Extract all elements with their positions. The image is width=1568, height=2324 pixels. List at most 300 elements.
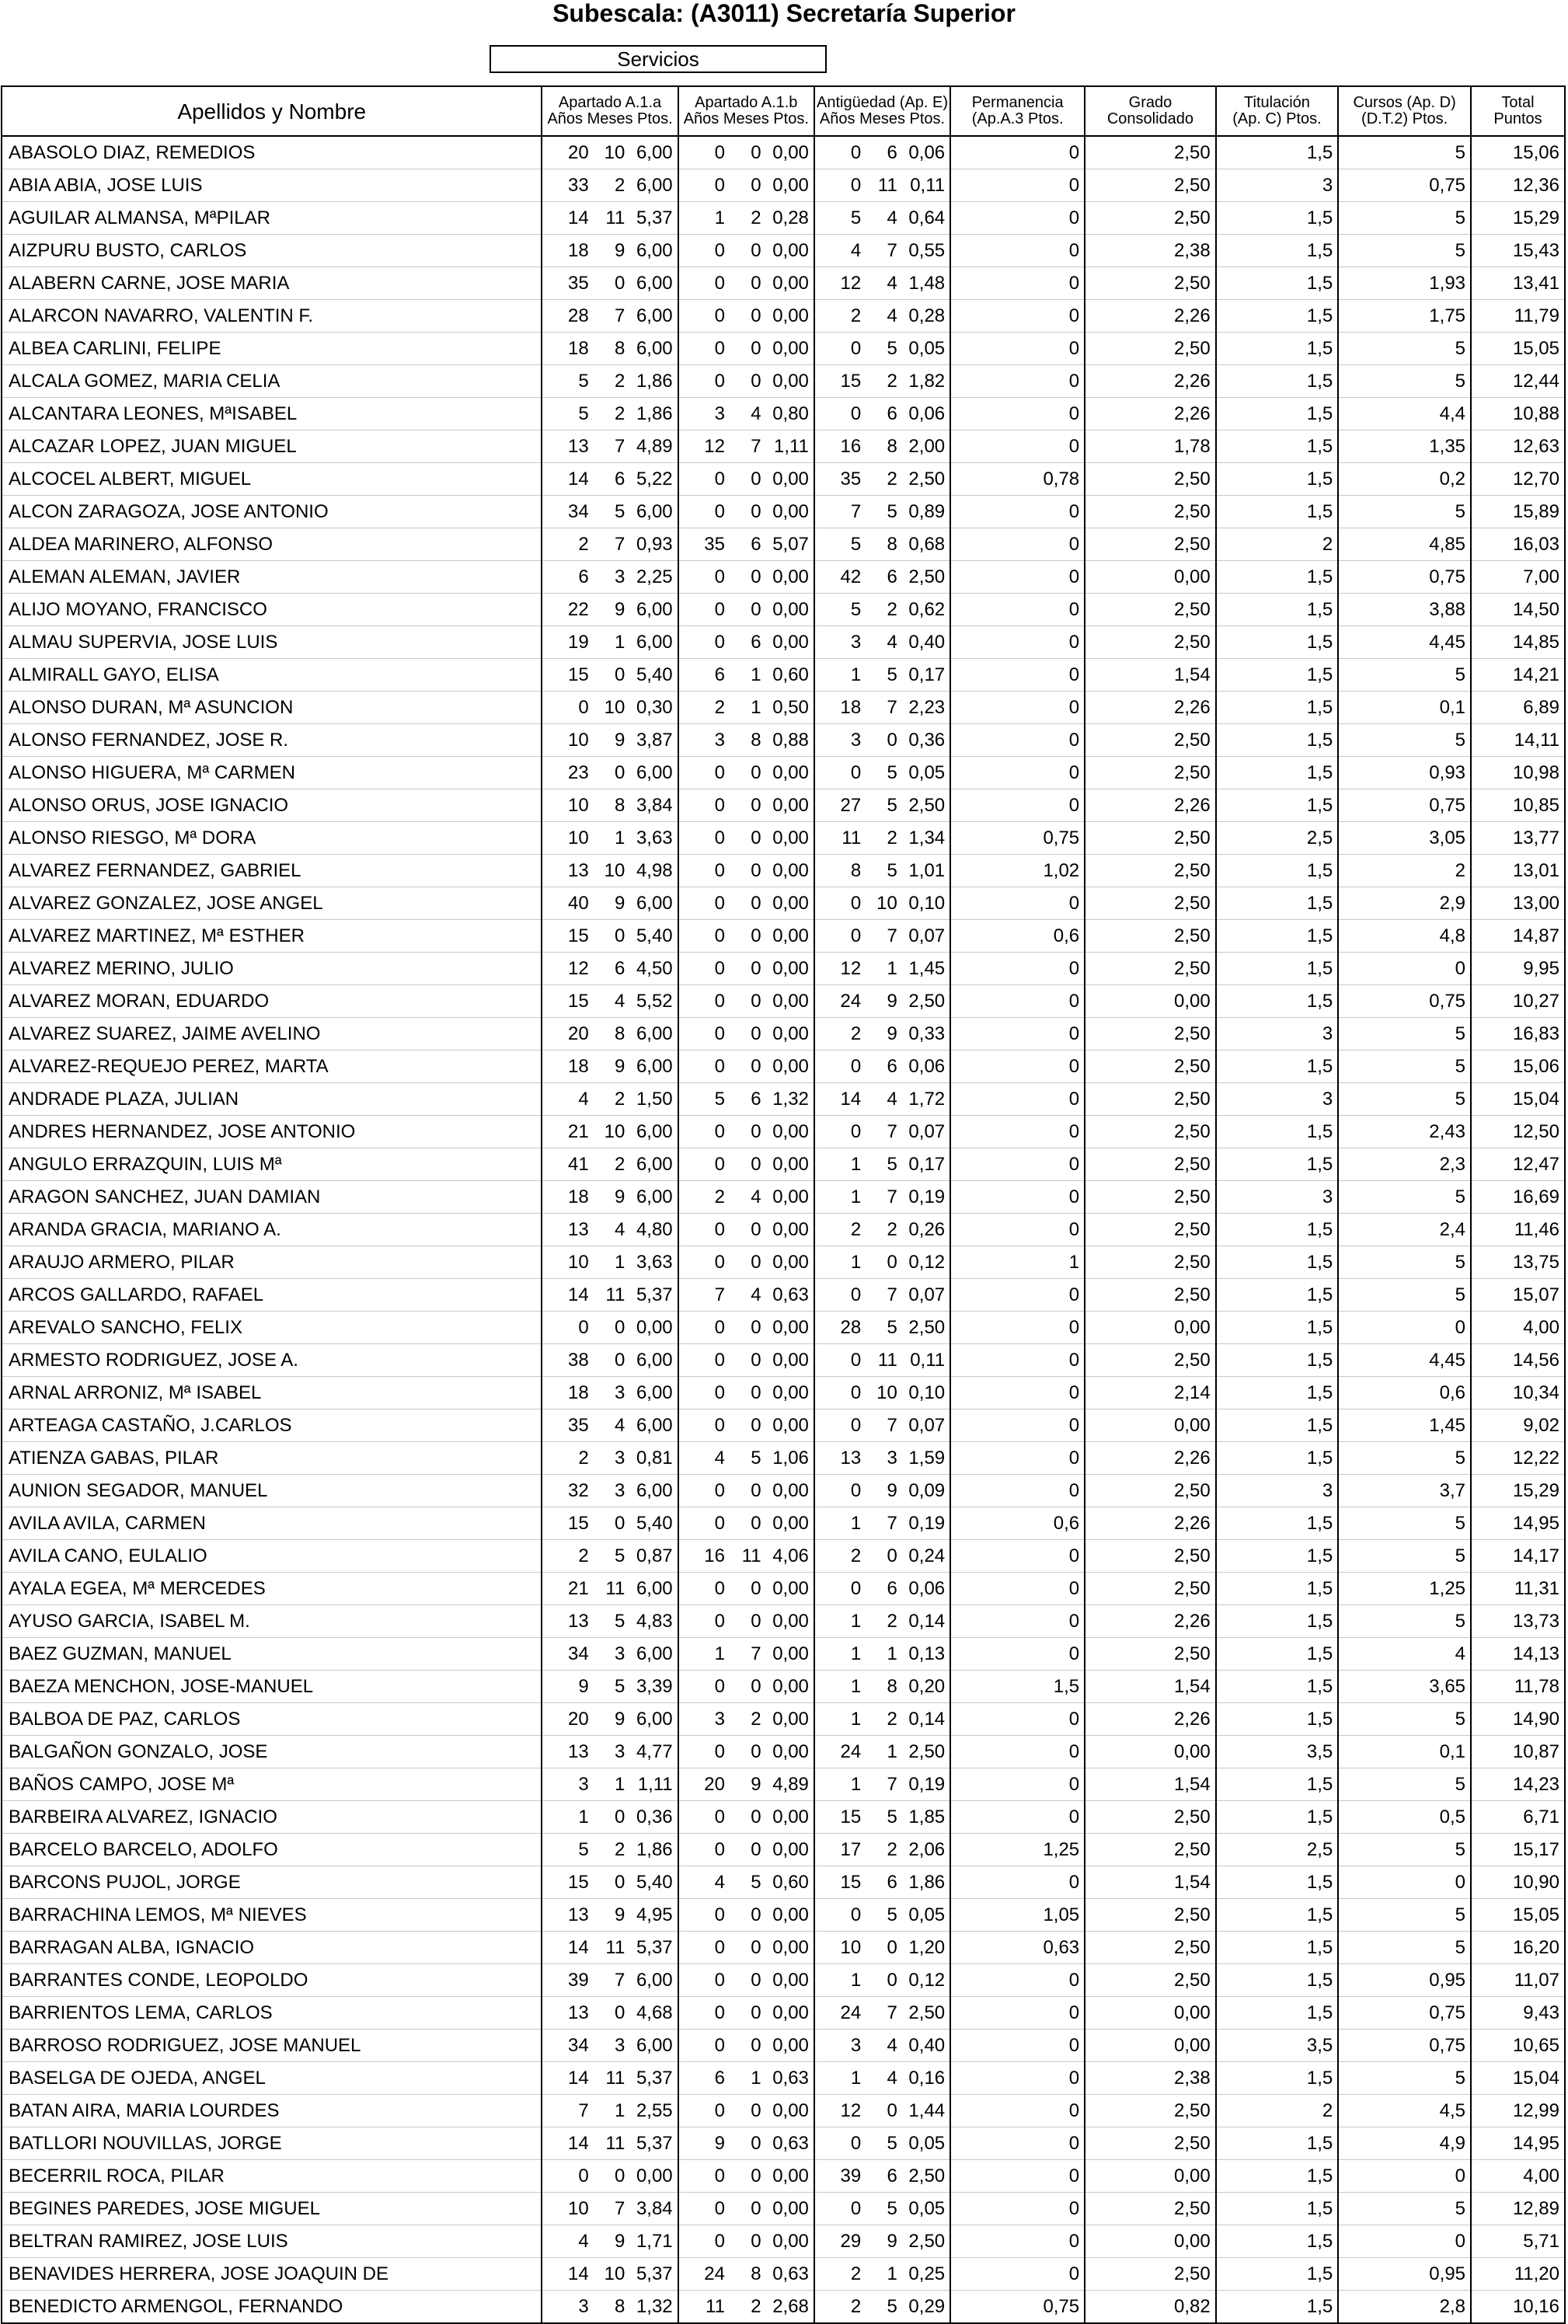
a1a-months-cell: 9	[592, 235, 629, 267]
a1b-points-cell: 0,00	[765, 1932, 814, 1964]
a1a-points-cell: 1,86	[628, 1834, 678, 1866]
a1a-months-cell: 3	[592, 1442, 629, 1475]
grado-cell: 2,50	[1085, 1573, 1216, 1605]
antig-points-cell: 1,48	[901, 267, 950, 300]
total-cell: 10,90	[1471, 1866, 1565, 1899]
antig-years-cell: 24	[814, 985, 864, 1018]
antig-months-cell: 1	[864, 953, 901, 985]
antig-years-cell: 29	[814, 2225, 864, 2258]
a1b-points-cell: 0,00	[765, 1834, 814, 1866]
a1b-points-cell: 0,00	[765, 1377, 814, 1409]
a1a-years-cell: 21	[542, 1116, 591, 1148]
table-row	[2, 855, 1565, 887]
cursos-cell: 4,9	[1338, 2127, 1471, 2160]
titulacion-cell: 1,5	[1216, 1801, 1338, 1834]
antig-months-cell: 7	[864, 1181, 901, 1214]
a1a-months-cell: 5	[592, 496, 629, 528]
titulacion-cell: 1,5	[1216, 1932, 1338, 1964]
antig-years-cell: 1	[814, 1148, 864, 1181]
a1b-years-cell: 0	[678, 887, 728, 920]
cursos-cell: 5	[1338, 1899, 1471, 1932]
a1a-years-cell: 10	[542, 789, 591, 822]
table-row	[2, 2291, 1565, 2324]
permanencia-cell: 0	[950, 1638, 1085, 1671]
titulacion-cell: 1,5	[1216, 757, 1338, 789]
a1b-months-cell: 9	[728, 1768, 765, 1801]
antig-months-cell: 0	[864, 724, 901, 757]
grado-cell: 2,50	[1085, 887, 1216, 920]
cursos-cell: 4,5	[1338, 2095, 1471, 2127]
header-permanencia: Permanencia (Ap.A.3 Ptos.	[950, 86, 1085, 136]
a1b-months-cell: 0	[728, 300, 765, 333]
antig-years-cell: 17	[814, 1834, 864, 1866]
table-row	[2, 1344, 1565, 1377]
cursos-cell: 5	[1338, 202, 1471, 235]
a1a-months-cell: 9	[592, 887, 629, 920]
antig-years-cell: 2	[814, 2291, 864, 2324]
table-row	[2, 920, 1565, 953]
antig-months-cell: 7	[864, 920, 901, 953]
total-cell: 14,11	[1471, 724, 1565, 757]
cursos-cell: 0	[1338, 2225, 1471, 2258]
a1b-points-cell: 0,00	[765, 365, 814, 398]
a1a-months-cell: 0	[592, 1997, 629, 2030]
a1a-months-cell: 0	[592, 757, 629, 789]
a1a-points-cell: 0,30	[628, 692, 678, 724]
antig-years-cell: 1	[814, 1246, 864, 1279]
antig-years-cell: 0	[814, 1377, 864, 1409]
antig-points-cell: 0,64	[901, 202, 950, 235]
permanencia-cell: 0,75	[950, 2291, 1085, 2324]
a1a-months-cell: 8	[592, 789, 629, 822]
table-row	[2, 235, 1565, 267]
antig-months-cell: 9	[864, 1475, 901, 1507]
total-cell: 15,04	[1471, 2062, 1565, 2095]
titulacion-cell: 1,5	[1216, 2225, 1338, 2258]
a1b-months-cell: 0	[728, 1377, 765, 1409]
antig-years-cell: 0	[814, 2193, 864, 2225]
name-cell: BELTRAN RAMIREZ, JOSE LUIS	[2, 2225, 542, 2258]
a1a-points-cell: 6,00	[628, 1377, 678, 1409]
table-row	[2, 2225, 1565, 2258]
a1b-years-cell: 0	[678, 1834, 728, 1866]
a1b-years-cell: 0	[678, 1671, 728, 1703]
antig-points-cell: 1,44	[901, 2095, 950, 2127]
header-name: Apellidos y Nombre	[2, 86, 542, 136]
antig-years-cell: 1	[814, 1507, 864, 1540]
permanencia-cell: 0	[950, 1866, 1085, 1899]
permanencia-cell: 1	[950, 1246, 1085, 1279]
total-cell: 14,87	[1471, 920, 1565, 953]
a1a-years-cell: 20	[542, 1018, 591, 1051]
table-row	[2, 1377, 1565, 1409]
grado-cell: 0,00	[1085, 561, 1216, 594]
a1a-months-cell: 10	[592, 692, 629, 724]
a1b-years-cell: 0	[678, 1475, 728, 1507]
antig-years-cell: 0	[814, 1409, 864, 1442]
a1a-years-cell: 14	[542, 202, 591, 235]
total-cell: 11,07	[1471, 1964, 1565, 1997]
a1b-years-cell: 0	[678, 1736, 728, 1768]
a1a-months-cell: 11	[592, 2062, 629, 2095]
name-cell: BATAN AIRA, MARIA LOURDES	[2, 2095, 542, 2127]
a1a-years-cell: 10	[542, 724, 591, 757]
total-cell: 11,79	[1471, 300, 1565, 333]
a1a-points-cell: 1,50	[628, 1083, 678, 1116]
name-cell: ANDRADE PLAZA, JULIAN	[2, 1083, 542, 1116]
grado-cell: 1,54	[1085, 1671, 1216, 1703]
antig-years-cell: 2	[814, 2258, 864, 2291]
cursos-cell: 0,75	[1338, 789, 1471, 822]
a1b-years-cell: 6	[678, 659, 728, 692]
a1b-years-cell: 0	[678, 920, 728, 953]
cursos-cell: 2,8	[1338, 2291, 1471, 2324]
antig-months-cell: 6	[864, 1573, 901, 1605]
a1a-years-cell: 34	[542, 496, 591, 528]
a1a-points-cell: 6,00	[628, 300, 678, 333]
a1a-years-cell: 14	[542, 2127, 591, 2160]
antig-months-cell: 5	[864, 2291, 901, 2324]
a1a-years-cell: 5	[542, 1834, 591, 1866]
antig-points-cell: 0,05	[901, 333, 950, 365]
cursos-cell: 0,2	[1338, 463, 1471, 496]
a1b-years-cell: 0	[678, 300, 728, 333]
total-cell: 12,36	[1471, 169, 1565, 202]
a1a-points-cell: 6,00	[628, 1148, 678, 1181]
total-cell: 4,00	[1471, 1312, 1565, 1344]
a1a-months-cell: 8	[592, 1018, 629, 1051]
a1a-points-cell: 3,39	[628, 1671, 678, 1703]
antig-months-cell: 2	[864, 1214, 901, 1246]
a1a-years-cell: 12	[542, 953, 591, 985]
table-row	[2, 1116, 1565, 1148]
antig-points-cell: 0,11	[901, 169, 950, 202]
a1b-years-cell: 6	[678, 2062, 728, 2095]
a1a-months-cell: 3	[592, 1377, 629, 1409]
cursos-cell: 5	[1338, 333, 1471, 365]
total-cell: 13,75	[1471, 1246, 1565, 1279]
a1b-months-cell: 0	[728, 1736, 765, 1768]
table-row	[2, 300, 1565, 333]
antig-points-cell: 2,50	[901, 561, 950, 594]
total-cell: 10,98	[1471, 757, 1565, 789]
permanencia-cell: 0	[950, 1442, 1085, 1475]
grado-cell: 2,50	[1085, 1899, 1216, 1932]
titulacion-cell: 1,5	[1216, 235, 1338, 267]
antig-months-cell: 1	[864, 2258, 901, 2291]
grado-cell: 2,50	[1085, 1964, 1216, 1997]
permanencia-cell: 0	[950, 1540, 1085, 1573]
cursos-cell: 4,45	[1338, 1344, 1471, 1377]
a1b-months-cell: 0	[728, 333, 765, 365]
titulacion-cell: 1,5	[1216, 2258, 1338, 2291]
grado-cell: 2,50	[1085, 463, 1216, 496]
total-cell: 6,89	[1471, 692, 1565, 724]
table-row	[2, 1573, 1565, 1605]
a1b-points-cell: 0,00	[765, 1573, 814, 1605]
a1b-years-cell: 0	[678, 267, 728, 300]
name-cell: BALBOA DE PAZ, CARLOS	[2, 1703, 542, 1736]
antig-years-cell: 0	[814, 398, 864, 430]
antig-months-cell: 9	[864, 2225, 901, 2258]
antig-months-cell: 7	[864, 1279, 901, 1312]
cursos-cell: 4,45	[1338, 626, 1471, 659]
a1b-months-cell: 11	[728, 1540, 765, 1573]
a1a-points-cell: 5,40	[628, 1507, 678, 1540]
cursos-cell: 5	[1338, 496, 1471, 528]
a1a-years-cell: 39	[542, 1964, 591, 1997]
a1b-months-cell: 4	[728, 1181, 765, 1214]
table-row	[2, 333, 1565, 365]
total-cell: 14,21	[1471, 659, 1565, 692]
cursos-cell: 5	[1338, 1279, 1471, 1312]
a1a-months-cell: 0	[592, 1312, 629, 1344]
cursos-cell: 2	[1338, 855, 1471, 887]
cursos-cell: 4,4	[1338, 398, 1471, 430]
a1a-months-cell: 7	[592, 528, 629, 561]
header-antiguedad: Antigüedad (Ap. E) Años Meses Ptos.	[814, 86, 950, 136]
titulacion-cell: 1,5	[1216, 887, 1338, 920]
a1b-months-cell: 0	[728, 1018, 765, 1051]
table-row	[2, 724, 1565, 757]
grado-cell: 2,50	[1085, 1246, 1216, 1279]
antig-points-cell: 0,07	[901, 1409, 950, 1442]
a1a-points-cell: 4,89	[628, 430, 678, 463]
grado-cell: 2,26	[1085, 1442, 1216, 1475]
name-cell: BARCONS PUJOL, JORGE	[2, 1866, 542, 1899]
a1a-months-cell: 11	[592, 202, 629, 235]
total-cell: 13,73	[1471, 1605, 1565, 1638]
a1b-years-cell: 0	[678, 1377, 728, 1409]
a1a-points-cell: 3,63	[628, 1246, 678, 1279]
a1a-points-cell: 6,00	[628, 1181, 678, 1214]
a1b-months-cell: 0	[728, 1932, 765, 1964]
a1b-months-cell: 0	[728, 887, 765, 920]
antig-points-cell: 0,16	[901, 2062, 950, 2095]
a1a-years-cell: 18	[542, 1181, 591, 1214]
titulacion-cell: 1,5	[1216, 1507, 1338, 1540]
antig-months-cell: 5	[864, 659, 901, 692]
a1b-months-cell: 0	[728, 1116, 765, 1148]
a1b-points-cell: 0,00	[765, 920, 814, 953]
name-cell: ALMAU SUPERVIA, JOSE LUIS	[2, 626, 542, 659]
a1a-points-cell: 6,00	[628, 887, 678, 920]
a1a-points-cell: 2,55	[628, 2095, 678, 2127]
antig-months-cell: 2	[864, 365, 901, 398]
antig-months-cell: 11	[864, 169, 901, 202]
antig-years-cell: 39	[814, 2160, 864, 2193]
a1a-months-cell: 11	[592, 1932, 629, 1964]
a1b-months-cell: 0	[728, 2160, 765, 2193]
permanencia-cell: 0	[950, 1736, 1085, 1768]
cursos-cell: 5	[1338, 1932, 1471, 1964]
a1b-years-cell: 0	[678, 1899, 728, 1932]
a1a-points-cell: 4,83	[628, 1605, 678, 1638]
antig-months-cell: 7	[864, 1116, 901, 1148]
name-cell: ANDRES HERNANDEZ, JOSE ANTONIO	[2, 1116, 542, 1148]
titulacion-cell: 2	[1216, 528, 1338, 561]
a1b-points-cell: 0,00	[765, 626, 814, 659]
antig-years-cell: 2	[814, 300, 864, 333]
a1a-years-cell: 14	[542, 1279, 591, 1312]
a1b-points-cell: 0,80	[765, 398, 814, 430]
a1b-years-cell: 0	[678, 1051, 728, 1083]
a1b-months-cell: 0	[728, 757, 765, 789]
a1a-months-cell: 2	[592, 1834, 629, 1866]
a1b-months-cell: 6	[728, 528, 765, 561]
cursos-cell: 1,25	[1338, 1573, 1471, 1605]
a1a-months-cell: 8	[592, 2291, 629, 2324]
total-cell: 7,00	[1471, 561, 1565, 594]
a1a-points-cell: 5,37	[628, 2258, 678, 2291]
name-cell: AUNION SEGADOR, MANUEL	[2, 1475, 542, 1507]
total-cell: 14,95	[1471, 1507, 1565, 1540]
a1b-points-cell: 0,88	[765, 724, 814, 757]
a1b-months-cell: 8	[728, 2258, 765, 2291]
antig-points-cell: 1,34	[901, 822, 950, 855]
titulacion-cell: 1,5	[1216, 136, 1338, 169]
a1a-months-cell: 2	[592, 1148, 629, 1181]
header-titulacion: Titulación (Ap. C) Ptos.	[1216, 86, 1338, 136]
table-row	[2, 822, 1565, 855]
a1a-years-cell: 0	[542, 1312, 591, 1344]
total-cell: 15,89	[1471, 496, 1565, 528]
a1a-months-cell: 0	[592, 659, 629, 692]
table-row	[2, 659, 1565, 692]
antig-months-cell: 5	[864, 2193, 901, 2225]
antig-years-cell: 10	[814, 1932, 864, 1964]
grado-cell: 2,50	[1085, 1116, 1216, 1148]
a1a-points-cell: 6,00	[628, 1703, 678, 1736]
cursos-cell: 5	[1338, 1018, 1471, 1051]
grado-cell: 2,50	[1085, 136, 1216, 169]
table-row	[2, 1312, 1565, 1344]
a1a-months-cell: 7	[592, 430, 629, 463]
a1a-years-cell: 32	[542, 1475, 591, 1507]
antig-years-cell: 1	[814, 1964, 864, 1997]
total-cell: 9,02	[1471, 1409, 1565, 1442]
antig-points-cell: 2,23	[901, 692, 950, 724]
a1b-points-cell: 0,00	[765, 757, 814, 789]
table-row	[2, 1605, 1565, 1638]
antig-years-cell: 0	[814, 333, 864, 365]
a1a-points-cell: 6,00	[628, 267, 678, 300]
name-cell: ALABERN CARNE, JOSE MARIA	[2, 267, 542, 300]
antig-years-cell: 15	[814, 1866, 864, 1899]
total-cell: 14,13	[1471, 1638, 1565, 1671]
antig-months-cell: 0	[864, 1540, 901, 1573]
antig-months-cell: 2	[864, 1703, 901, 1736]
antig-points-cell: 0,06	[901, 136, 950, 169]
antig-points-cell: 0,10	[901, 887, 950, 920]
titulacion-cell: 1,5	[1216, 202, 1338, 235]
antig-months-cell: 6	[864, 561, 901, 594]
a1a-months-cell: 10	[592, 855, 629, 887]
antig-points-cell: 0,68	[901, 528, 950, 561]
name-cell: ALCOCEL ALBERT, MIGUEL	[2, 463, 542, 496]
grado-cell: 2,50	[1085, 202, 1216, 235]
a1b-years-cell: 0	[678, 169, 728, 202]
a1a-months-cell: 11	[592, 2127, 629, 2160]
a1b-months-cell: 0	[728, 1507, 765, 1540]
antig-points-cell: 0,28	[901, 300, 950, 333]
a1b-years-cell: 0	[678, 2030, 728, 2062]
cursos-cell: 0,75	[1338, 985, 1471, 1018]
a1a-years-cell: 14	[542, 2062, 591, 2095]
a1b-points-cell: 0,00	[765, 1116, 814, 1148]
antig-years-cell: 3	[814, 2030, 864, 2062]
name-cell: ALIJO MOYANO, FRANCISCO	[2, 594, 542, 626]
antig-points-cell: 0,17	[901, 1148, 950, 1181]
permanencia-cell: 1,5	[950, 1671, 1085, 1703]
total-cell: 16,03	[1471, 528, 1565, 561]
antig-months-cell: 5	[864, 855, 901, 887]
total-cell: 12,50	[1471, 1116, 1565, 1148]
grado-cell: 2,50	[1085, 2127, 1216, 2160]
a1a-months-cell: 0	[592, 1344, 629, 1377]
a1a-years-cell: 18	[542, 1051, 591, 1083]
a1a-months-cell: 3	[592, 2030, 629, 2062]
total-cell: 14,85	[1471, 626, 1565, 659]
grado-cell: 2,50	[1085, 1148, 1216, 1181]
grado-cell: 2,50	[1085, 920, 1216, 953]
total-cell: 12,22	[1471, 1442, 1565, 1475]
a1a-points-cell: 0,00	[628, 2160, 678, 2193]
a1b-points-cell: 2,68	[765, 2291, 814, 2324]
permanencia-cell: 0	[950, 398, 1085, 430]
permanencia-cell: 0	[950, 1083, 1085, 1116]
a1a-months-cell: 4	[592, 985, 629, 1018]
table-row	[2, 2127, 1565, 2160]
a1a-years-cell: 15	[542, 985, 591, 1018]
table-row	[2, 985, 1565, 1018]
antig-points-cell: 0,11	[901, 1344, 950, 1377]
grado-cell: 2,50	[1085, 528, 1216, 561]
cursos-cell: 5	[1338, 235, 1471, 267]
titulacion-cell: 1,5	[1216, 953, 1338, 985]
a1b-points-cell: 0,00	[765, 1051, 814, 1083]
titulacion-cell: 1,5	[1216, 496, 1338, 528]
titulacion-cell: 1,5	[1216, 1638, 1338, 1671]
total-cell: 14,95	[1471, 2127, 1565, 2160]
a1a-points-cell: 6,00	[628, 594, 678, 626]
grado-cell: 2,50	[1085, 822, 1216, 855]
a1a-years-cell: 2	[542, 528, 591, 561]
a1a-points-cell: 6,00	[628, 136, 678, 169]
antig-months-cell: 2	[864, 594, 901, 626]
total-cell: 16,20	[1471, 1932, 1565, 1964]
antig-months-cell: 4	[864, 2030, 901, 2062]
antig-points-cell: 2,50	[901, 463, 950, 496]
a1a-points-cell: 1,86	[628, 365, 678, 398]
a1a-points-cell: 0,36	[628, 1801, 678, 1834]
permanencia-cell: 0	[950, 1377, 1085, 1409]
table-row	[2, 1540, 1565, 1573]
antig-months-cell: 7	[864, 1409, 901, 1442]
total-cell: 16,83	[1471, 1018, 1565, 1051]
a1b-years-cell: 0	[678, 1964, 728, 1997]
antig-months-cell: 8	[864, 430, 901, 463]
total-cell: 10,16	[1471, 2291, 1565, 2324]
antig-points-cell: 0,19	[901, 1507, 950, 1540]
grado-cell: 2,50	[1085, 1214, 1216, 1246]
permanencia-cell: 0	[950, 496, 1085, 528]
permanencia-cell: 0,78	[950, 463, 1085, 496]
a1b-points-cell: 0,00	[765, 1246, 814, 1279]
titulacion-cell: 1,5	[1216, 1279, 1338, 1312]
a1a-months-cell: 6	[592, 953, 629, 985]
grado-cell: 2,50	[1085, 626, 1216, 659]
